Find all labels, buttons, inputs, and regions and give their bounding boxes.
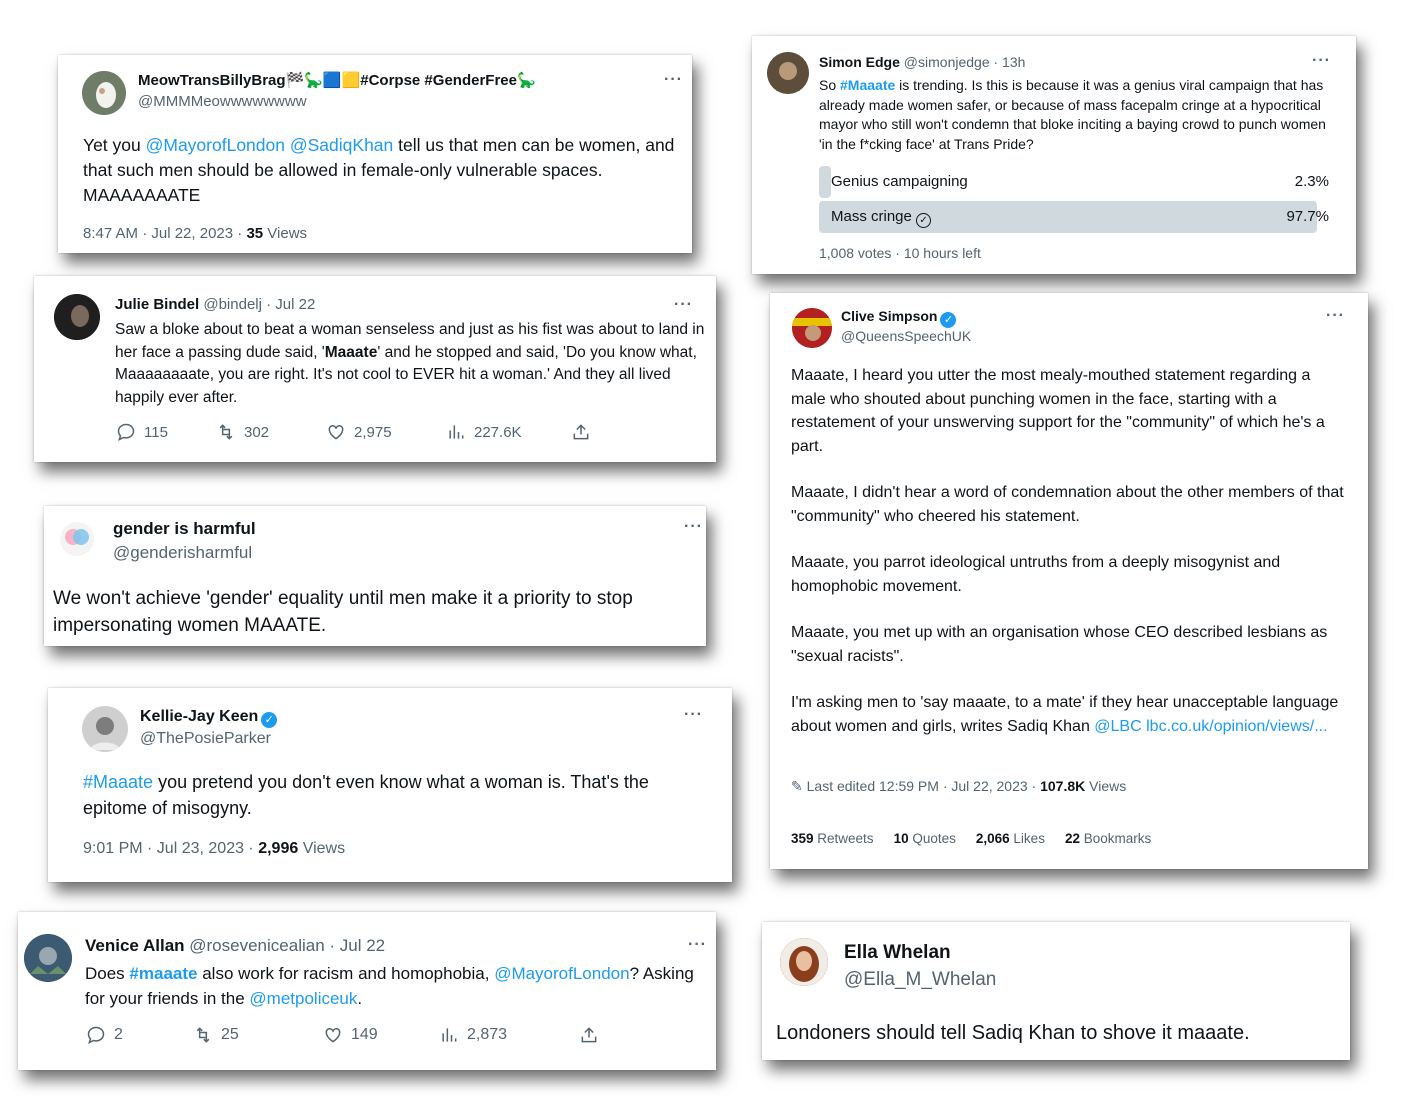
bookmarks-count[interactable]: 22 Bookmarks bbox=[1064, 831, 1152, 846]
like-button[interactable]: 2,975 bbox=[326, 422, 446, 442]
tweet-timestamp[interactable]: 9:01 PM · Jul 23, 2023 · 2,996 Views bbox=[83, 840, 346, 857]
tweet-text: We won't achieve 'gender' equality until men make it a priority to stop impersonating women MAAATE. bbox=[53, 588, 633, 636]
retweet-button[interactable]: 25 bbox=[193, 1025, 323, 1045]
paragraph: I'm asking men to 'say maaate, to a mate' if they hear unacceptable language about women and girls, writes Sadiq Khan @LBC lbc.co.uk/opinion/views/... bbox=[791, 694, 1339, 735]
avatar[interactable] bbox=[767, 52, 809, 94]
avatar-image bbox=[60, 522, 94, 556]
mention-link[interactable]: @metpoliceuk bbox=[249, 989, 358, 1008]
retweets-count[interactable]: 359 Retweets bbox=[791, 831, 874, 846]
author-handle[interactable]: @genderisharmful bbox=[113, 543, 253, 562]
views-button[interactable]: 2,873 bbox=[439, 1025, 579, 1045]
tweet-text: So #Maaate is trending. Is this is because it was a genius viral campaign that has already made women safer, or because of mass facepalm cringe at a hypocritical mayor who still won't condemn that bloke inciting a baying crowd to punch women 'in the f*cking face' at Trans Pride? bbox=[819, 77, 1326, 152]
author-handle[interactable]: @MMMMeowwwwwwww bbox=[138, 93, 307, 110]
avatar[interactable] bbox=[82, 706, 128, 752]
hashtag-link[interactable]: #Maaate bbox=[840, 77, 896, 93]
engagement-stats bbox=[791, 831, 1151, 846]
more-options-icon[interactable]: ··· bbox=[684, 706, 703, 723]
retweet-icon bbox=[193, 1025, 213, 1045]
tweet-text: Londoners should tell Sadiq Khan to shove it maaate. bbox=[776, 1022, 1250, 1044]
check-circle-icon: ✓ bbox=[916, 213, 931, 228]
like-button[interactable]: 149 bbox=[323, 1025, 439, 1045]
avatar[interactable] bbox=[60, 522, 94, 556]
tweet-text: #Maaate you pretend you don't even know what a woman is. That's the epitome of misogyny. bbox=[83, 772, 649, 818]
tweet-text: Does #maaate also work for racism and homophobia, @MayorofLondon? Asking for your friends in the @metpoliceuk. bbox=[85, 964, 694, 1008]
share-icon bbox=[571, 422, 591, 442]
mention-link[interactable]: @LBC bbox=[1094, 717, 1142, 735]
tweet-text bbox=[791, 364, 1347, 738]
mention-link[interactable]: @MayorofLondon bbox=[494, 964, 630, 983]
poll-option-percent: 2.3% bbox=[1294, 173, 1329, 190]
poll-option-percent: 97.7% bbox=[1286, 208, 1329, 225]
avatar-image bbox=[767, 52, 809, 94]
avatar[interactable] bbox=[82, 71, 126, 115]
paragraph: Maaate, I didn't hear a word of condemnation about the other members of that "community" who cheered his statement. bbox=[791, 484, 1344, 525]
tweet-card-bindel[interactable] bbox=[34, 276, 716, 462]
avatar[interactable] bbox=[780, 938, 828, 986]
more-options-icon[interactable]: ··· bbox=[1312, 52, 1331, 69]
more-options-icon[interactable]: ··· bbox=[688, 936, 707, 953]
likes-count[interactable]: 2,066 Likes bbox=[975, 831, 1045, 846]
verified-badge-icon: ✓ bbox=[261, 712, 277, 728]
more-options-icon[interactable]: ··· bbox=[1326, 307, 1345, 324]
reply-icon bbox=[86, 1025, 106, 1045]
heart-icon bbox=[326, 422, 346, 442]
analytics-icon bbox=[446, 422, 466, 442]
tweet-timestamp[interactable]: 8:47 AM · Jul 22, 2023 · 35 Views bbox=[83, 225, 308, 242]
tweet-text: Yet you @MayorofLondon @SadiqKhan tell us that men can be women, and that such men should be allowed in female-only vulnerable spaces. MAAAAAAATE bbox=[83, 135, 675, 205]
retweet-button[interactable]: 302 bbox=[216, 422, 326, 442]
poll-option-label: Genius campaigning bbox=[831, 173, 968, 190]
poll-footer: 1,008 votes · 10 hours left bbox=[819, 245, 981, 261]
author-handle[interactable]: @ThePosieParker bbox=[140, 730, 271, 747]
hashtag-link[interactable]: #Maaate bbox=[83, 772, 154, 792]
share-button[interactable] bbox=[571, 422, 591, 442]
avatar-image bbox=[82, 706, 128, 752]
poll-option-label: Mass cringe ✓ bbox=[831, 208, 931, 228]
reply-button[interactable]: 2 bbox=[86, 1025, 193, 1045]
more-options-icon[interactable]: ··· bbox=[664, 71, 683, 88]
author-line[interactable]: Venice Allan @rosevenicealian · Jul 22 bbox=[85, 936, 386, 955]
tweet-card-venice[interactable] bbox=[18, 912, 716, 1070]
mention-link[interactable]: @MayorofLondon bbox=[145, 135, 285, 155]
article-link[interactable]: lbc.co.uk/opinion/views/... bbox=[1146, 717, 1328, 735]
avatar-image bbox=[82, 71, 126, 115]
paragraph: Maaate, I heard you utter the most mealy-mouthed statement regarding a male who shouted about punching women in the face, starting with a restatement of your unswerving support for the "community" of which he's a part. bbox=[791, 367, 1325, 455]
tweet-card-clive[interactable] bbox=[770, 293, 1368, 869]
reply-button[interactable]: 115 bbox=[116, 422, 216, 442]
reply-icon bbox=[116, 422, 136, 442]
avatar[interactable] bbox=[792, 308, 832, 348]
tweet-card-genderisharmful[interactable] bbox=[44, 506, 706, 646]
avatar-image bbox=[780, 938, 828, 986]
author-name[interactable]: Clive Simpson ✓ bbox=[841, 308, 956, 328]
author-name[interactable]: Kellie-Jay Keen ✓ bbox=[140, 708, 277, 728]
author-line[interactable]: Simon Edge @simonjedge · 13h bbox=[819, 54, 1026, 70]
author-handle[interactable]: @QueensSpeechUK bbox=[841, 328, 972, 344]
avatar-image bbox=[54, 294, 100, 340]
author-name[interactable]: Ella Whelan bbox=[844, 942, 951, 963]
analytics-icon bbox=[439, 1025, 459, 1045]
poll-option-bar[interactable] bbox=[819, 166, 831, 198]
share-button[interactable] bbox=[579, 1025, 599, 1045]
tweet-card-simon[interactable] bbox=[752, 36, 1356, 274]
tweet-actions bbox=[86, 1025, 599, 1045]
tweet-actions bbox=[116, 422, 591, 442]
mention-link[interactable]: @SadiqKhan bbox=[289, 135, 394, 155]
avatar-image bbox=[24, 934, 72, 982]
tweet-card-meow[interactable] bbox=[58, 55, 692, 253]
edited-timestamp[interactable]: ✎ Last edited 12:59 PM · Jul 22, 2023 · 107.8K Views bbox=[791, 778, 1127, 794]
share-icon bbox=[579, 1025, 599, 1045]
more-options-icon[interactable]: ··· bbox=[674, 296, 693, 313]
views-button[interactable]: 227.6K bbox=[446, 422, 571, 442]
author-name[interactable]: gender is harmful bbox=[113, 519, 256, 538]
quotes-count[interactable]: 10 Quotes bbox=[893, 831, 956, 846]
avatar-image bbox=[792, 308, 832, 348]
verified-badge-icon: ✓ bbox=[940, 312, 956, 328]
tweet-card-kellie[interactable] bbox=[48, 688, 732, 882]
more-options-icon[interactable]: ··· bbox=[684, 518, 703, 535]
author-handle[interactable]: @Ella_M_Whelan bbox=[844, 969, 997, 990]
avatar[interactable] bbox=[54, 294, 100, 340]
tweet-card-ella[interactable] bbox=[762, 922, 1350, 1060]
tweet-text: Saw a bloke about to beat a woman senseless and just as his fist was about to land in her face a passing dude said, 'Maaate' and he stopped and said, 'Do you know what, Maaaaaaaate, you are right. It's not cool to EVER hit a woman.' And they all lived happily ever after. bbox=[115, 321, 705, 406]
paragraph: Maaate, you met up with an organisation whose CEO described lesbians as "sexual racists". bbox=[791, 624, 1328, 665]
retweet-icon bbox=[216, 422, 236, 442]
hashtag-link[interactable]: #maaate bbox=[129, 964, 198, 983]
pencil-icon: ✎ bbox=[791, 778, 803, 794]
heart-icon bbox=[323, 1025, 343, 1045]
author-name[interactable]: MeowTransBillyBrag🏁🦕🟦🟨#Corpse #GenderFree🦕 bbox=[138, 72, 536, 89]
paragraph: Maaate, you parrot ideological untruths from a deeply misogynist and homophobic movement. bbox=[791, 554, 1281, 595]
avatar[interactable] bbox=[24, 934, 72, 982]
author-line[interactable]: Julie Bindel @bindelj · Jul 22 bbox=[115, 296, 316, 313]
